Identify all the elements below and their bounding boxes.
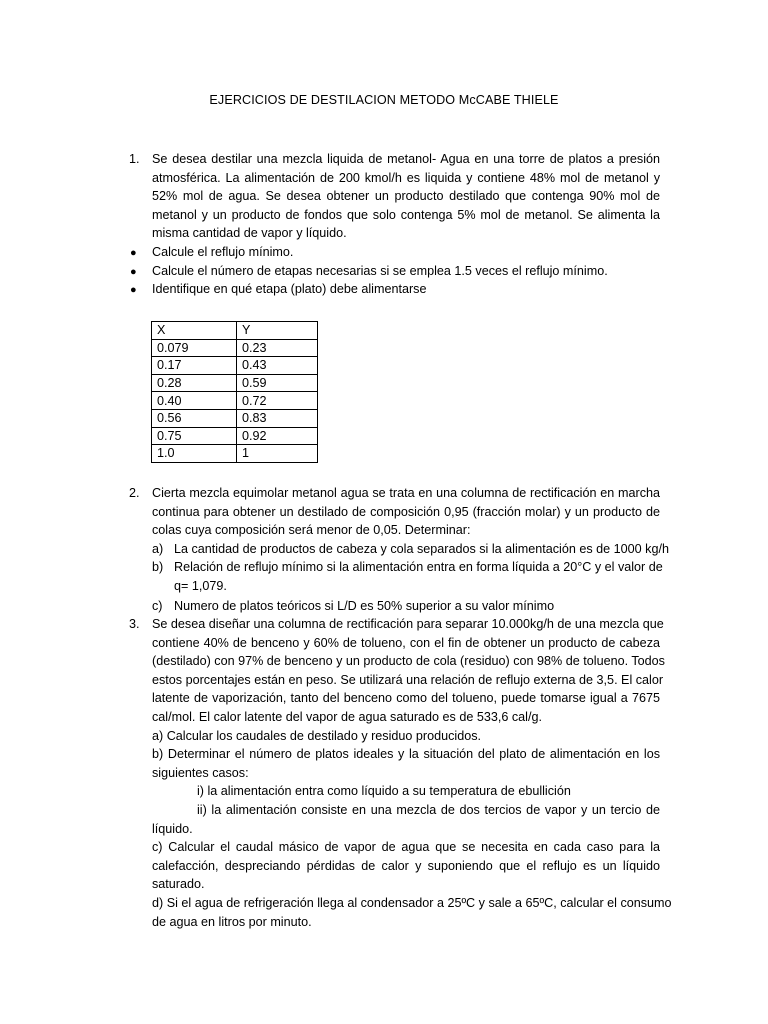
table-row: [152, 427, 318, 445]
item-text: La cantidad de productos de cabeza y cola separados si la alimentación es de 1000 kg/h: [174, 541, 669, 556]
table-cell: 0.079: [152, 339, 237, 357]
exercise-3-line: contiene 40% de benceno y 60% de tolueno, con el fin de obtener un producto de cabeza: [152, 635, 660, 650]
page-title: EJERCICIOS DE DESTILACION METODO McCABE THIELE: [209, 93, 559, 107]
table-cell: 0.17: [152, 357, 237, 375]
item-text: q= 1,079.: [174, 579, 227, 593]
exercise-3-case-ii-cont: líquido.: [152, 821, 193, 836]
table-cell: 0.40: [152, 392, 237, 410]
bullet-icon: ●: [130, 284, 137, 296]
exercise-2-line: continua para obtener un destilado de composición 0,95 (fracción molar) y un producto de: [152, 504, 660, 519]
exercise-3-case-ii: ii) la alimentación consiste en una mezcla de dos tercios de vapor y un tercio de: [197, 803, 660, 817]
item-text: Numero de platos teóricos si L/D es 50% superior a su valor mínimo: [174, 598, 555, 613]
table-cell: 0.83: [237, 409, 318, 427]
table-header-cell: Y: [237, 322, 318, 340]
table-row: [152, 339, 318, 357]
exercise-3-number: 3.: [129, 617, 140, 631]
exercise-2-line: colas cuya composición será menor de 0,05. Determinar:: [152, 523, 471, 538]
exercise-3-line: c) Calcular el caudal másico de vapor de agua que se necesita en cada caso para la: [152, 840, 660, 855]
table-row: [152, 445, 318, 463]
bullet-icon: ●: [130, 247, 137, 259]
exercise-1-bullet: Identifique en qué etapa (plato) debe alimentarse: [152, 282, 427, 297]
exercise-1-line: misma cantidad de vapor y líquido.: [152, 226, 347, 241]
exercise-1-line: 52% mol de agua. Se desea obtener un producto destilado que contenga 90% mol de: [152, 189, 660, 204]
table-cell: 0.59: [237, 374, 318, 392]
table-cell: 0.43: [237, 357, 318, 375]
equilibrium-table: [151, 321, 318, 463]
exercise-3-line: a) Calcular los caudales de destilado y residuo producidos.: [152, 728, 482, 743]
table-row: [152, 409, 318, 427]
exercise-3-line: siguientes casos:: [152, 765, 249, 780]
exercise-3-line: (destilado) con 97% de benceno y un producto de cola (residuo) con 98% de tolueno. Todos: [152, 654, 665, 669]
table-cell: 1.0: [152, 445, 237, 463]
item-label: b): [152, 560, 164, 575]
exercise-3-line: cal/mol. El calor latente del vapor de agua saturado es de 533,6 cal/g.: [152, 710, 542, 724]
exercise-2-line: Cierta mezcla equimolar metanol agua se trata en una columna de rectificación en marcha: [152, 486, 660, 500]
table-header-row: [152, 322, 318, 340]
table-cell: 0.23: [237, 339, 318, 357]
table-cell: 0.92: [237, 427, 318, 445]
item-label: c): [152, 598, 163, 613]
exercise-3-line: saturado.: [152, 877, 205, 892]
table-row: [152, 357, 318, 375]
exercise-1-line: metanol y un producto de fondos que solo contenga 5% mol de metanol. Se alimenta la: [152, 207, 660, 222]
exercise-1-bullet: Calcule el reflujo mínimo.: [152, 245, 294, 259]
table-cell: 0.28: [152, 374, 237, 392]
exercise-3-line: b) Determinar el número de platos ideales y la situación del plato de alimentación en los: [152, 747, 660, 762]
item-label: a): [152, 541, 164, 556]
exercise-2-number: 2.: [129, 486, 140, 500]
exercise-3-line: Se desea diseñar una columna de rectificación para separar 10.000kg/h de una mezcla que: [152, 617, 664, 631]
exercise-3-line: calefacción, despreciando pérdidas de calor y suponiendo que el reflujo es un líquido: [152, 858, 660, 873]
table-cell: 1: [237, 445, 318, 463]
table-cell: 0.72: [237, 392, 318, 410]
table-cell: 0.56: [152, 409, 237, 427]
table-row: [152, 374, 318, 392]
bullet-icon: ●: [130, 266, 137, 278]
item-text: Relación de reflujo mínimo si la alimentación entra en forma líquida a 20°C y el valor de: [174, 560, 663, 575]
exercise-3-case-i: i) la alimentación entra como líquido a su temperatura de ebullición: [197, 784, 571, 799]
exercise-3-line: de agua en litros por minuto.: [152, 914, 312, 929]
exercise-1-line: atmosférica. La alimentación de 200 kmol/h es liquida y contiene 48% mol de metanol y: [152, 170, 660, 185]
exercise-1-number: 1.: [129, 152, 140, 166]
table-row: [152, 392, 318, 410]
exercise-1-bullet: Calcule el número de etapas necesarias si se emplea 1.5 veces el reflujo mínimo.: [152, 263, 608, 278]
exercise-1-line: Se desea destilar una mezcla liquida de metanol- Agua en una torre de platos a presión: [152, 152, 660, 166]
exercise-3-line: latente de vaporización, tanto del benceno como del tolueno, puede tomarse igual a 7675: [152, 691, 660, 706]
exercise-3-line: estos porcentajes están en peso. Se utilizará una relación de reflujo externa de 3,5. El calor: [152, 672, 664, 687]
exercise-3-line: d) Si el agua de refrigeración llega al condensador a 25ºC y sale a 65ºC, calcular el consumo: [152, 896, 672, 910]
table-cell: 0.75: [152, 427, 237, 445]
table-header-cell: X: [152, 322, 237, 340]
